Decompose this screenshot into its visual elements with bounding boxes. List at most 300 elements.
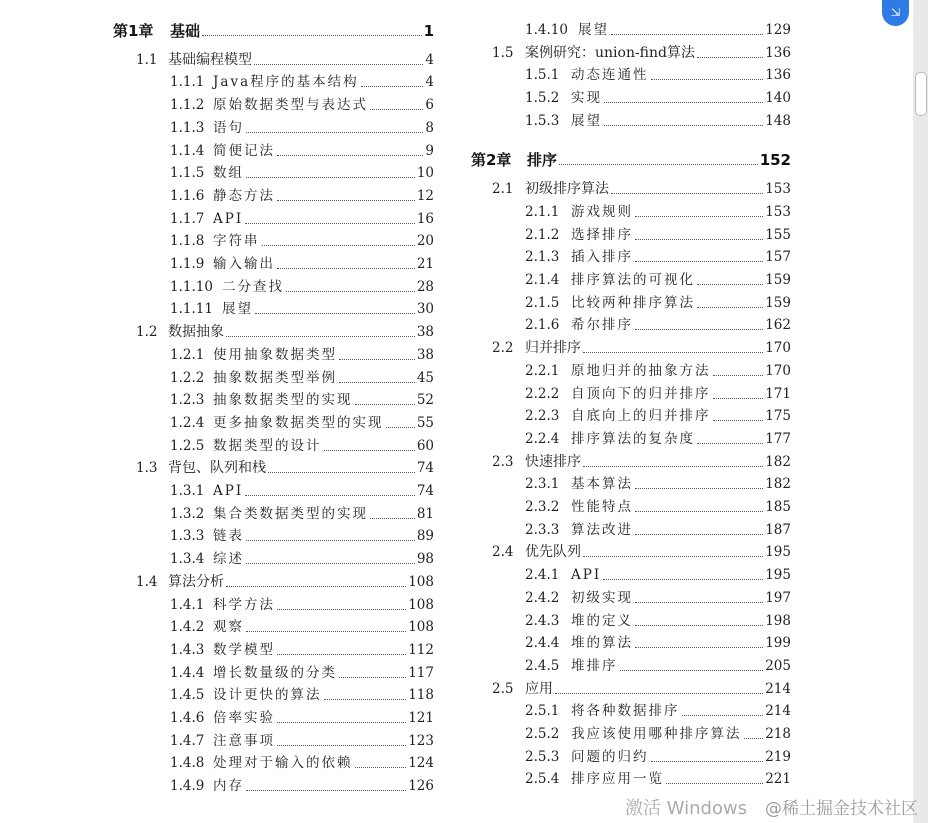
toc-entry-page: 126 <box>408 778 434 795</box>
toc-entry-page: 170 <box>765 340 791 357</box>
toc-entry-page: 81 <box>416 505 434 522</box>
dot-leader <box>245 223 415 224</box>
toc-entry-number: 1.4.4 <box>170 664 205 681</box>
toc-entry[interactable] <box>170 208 434 230</box>
toc-entry-page: 10 <box>416 165 434 182</box>
toc-entry[interactable] <box>170 525 434 547</box>
toc-entry-title: API <box>571 567 602 584</box>
toc-entry[interactable] <box>525 496 791 518</box>
toc-entry-number: 1.4.1 <box>170 596 205 613</box>
toc-entry-title: 堆排序 <box>571 657 618 674</box>
toc-entry[interactable] <box>525 428 791 450</box>
toc-entry-number: 1.4.10 <box>525 22 568 38</box>
toc-entry[interactable] <box>170 639 434 661</box>
toc-entry-number: 1.1.11 <box>170 301 213 318</box>
dot-leader <box>635 511 763 512</box>
toc-entry-title: 基础 <box>170 22 201 40</box>
dot-leader <box>277 722 406 723</box>
dot-leader <box>583 466 763 467</box>
toc-entry[interactable] <box>525 383 791 405</box>
toc-entry-title: 排序算法的可视化 <box>571 272 695 288</box>
floating-tool-button[interactable] <box>882 0 909 26</box>
toc-entry[interactable] <box>525 269 791 291</box>
toc-entry[interactable] <box>492 541 791 563</box>
toc-entry-title: 科学方法 <box>213 596 275 613</box>
toc-entry-number: 2.5 <box>492 680 514 697</box>
toc-entry-number: 1.1.3 <box>170 119 205 136</box>
toc-entry-number: 2.1.2 <box>525 226 560 243</box>
toc-entry-number: 1.2.5 <box>170 437 205 454</box>
toc-entry[interactable] <box>170 662 434 684</box>
toc-entry-page: 205 <box>765 657 791 674</box>
toc-entry[interactable] <box>492 337 791 359</box>
toc-entry-number: 第1章 <box>113 22 154 40</box>
toc-entry-number: 1.2.2 <box>170 369 205 386</box>
toc-entry-number: 2.2 <box>492 340 514 357</box>
watermark-site: @稀土掘金技术社区 <box>765 799 918 819</box>
toc-entry-title: 简便记法 <box>213 142 275 159</box>
toc-entry[interactable] <box>525 19 791 41</box>
dot-leader <box>603 579 763 580</box>
toc-entry-page: 136 <box>765 67 791 84</box>
toc-entry-title: 自底向上的归并排序 <box>571 408 711 425</box>
toc-entry-number: 1.3.3 <box>170 528 205 545</box>
toc-entry[interactable] <box>525 519 791 541</box>
toc-entry-number: 2.1.4 <box>525 272 560 288</box>
toc-entry-title: 排序 <box>527 150 558 169</box>
toc-entry-number: 1.1.1 <box>170 74 205 91</box>
dot-leader <box>611 193 763 194</box>
toc-entry-title: 增长数量级的分类 <box>213 664 337 681</box>
toc-entry-title: 输入输出 <box>213 256 275 272</box>
dot-leader <box>277 200 415 201</box>
toc-entry[interactable] <box>471 149 791 171</box>
toc-entry[interactable] <box>525 473 791 495</box>
toc-entry[interactable] <box>170 276 434 298</box>
toc-entry-title: 数组 <box>213 165 244 182</box>
toc-entry-page: 152 <box>759 150 791 169</box>
toc-entry-title: 希尔排序 <box>571 317 633 334</box>
toc-entry[interactable] <box>492 178 791 200</box>
toc-entry-page: 218 <box>765 726 791 742</box>
dot-leader <box>713 420 764 421</box>
dot-leader <box>277 745 406 746</box>
toc-entry[interactable] <box>525 768 791 790</box>
dot-leader <box>355 767 407 768</box>
toc-entry[interactable] <box>170 412 434 434</box>
toc-entry[interactable] <box>170 140 434 162</box>
vertical-scrollbar[interactable] <box>913 0 928 823</box>
toc-entry-page: 30 <box>416 301 434 318</box>
toc-entry-number: 2.2.2 <box>525 385 560 402</box>
dot-leader <box>262 245 415 246</box>
toc-entry-page: 108 <box>408 573 434 590</box>
toc-entry-title: 更多抽象数据类型的实现 <box>213 414 384 431</box>
activate-windows-watermark: 激活 Windows <box>625 798 748 819</box>
toc-entry-page: 108 <box>408 596 434 613</box>
toc-entry-page: 177 <box>765 430 791 447</box>
toc-entry[interactable] <box>492 42 791 64</box>
toc-entry-page: 55 <box>416 414 434 431</box>
toc-entry-number: 第2章 <box>471 150 512 169</box>
toc-entry[interactable] <box>492 451 791 473</box>
toc-entry[interactable] <box>170 185 434 207</box>
toc-entry-page: 155 <box>765 226 791 243</box>
toc-entry-page: 123 <box>408 732 434 749</box>
toc-entry-title: 综述 <box>213 551 244 568</box>
dot-leader <box>246 631 406 632</box>
toc-entry-page: 60 <box>416 437 434 454</box>
toc-entry-page: 118 <box>408 687 434 704</box>
toc-entry-title: 处理对于输入的依赖 <box>213 755 353 772</box>
toc-entry-number: 1.4.6 <box>170 710 205 726</box>
toc-entry-title: 归并排序 <box>525 340 581 357</box>
toc-entry-number: 1.2.3 <box>170 392 205 409</box>
toc-entry-title: 抽象数据类型的实现 <box>213 392 353 409</box>
dot-leader <box>254 64 423 65</box>
toc-entry[interactable] <box>170 616 434 638</box>
toc-entry[interactable] <box>170 253 434 275</box>
toc-entry-number: 2.3 <box>492 453 514 470</box>
toc-entry-number: 2.1.5 <box>525 294 560 311</box>
dot-leader <box>635 647 763 648</box>
toc-entry-page: 182 <box>765 476 791 493</box>
toc-entry-number: 1.1.7 <box>170 210 205 227</box>
toc-entry[interactable] <box>170 94 434 116</box>
toc-entry-page: 98 <box>416 551 434 568</box>
toc-entry-title: 算法改进 <box>571 521 633 538</box>
toc-entry-title: 注意事项 <box>213 732 275 749</box>
dot-leader <box>635 329 763 330</box>
toc-entry[interactable] <box>170 503 434 525</box>
toc-entry-number: 1.1.8 <box>170 233 205 250</box>
toc-entry[interactable] <box>525 292 791 314</box>
toc-entry-title: 原地归并的抽象方法 <box>571 362 711 379</box>
toc-entry-page: 214 <box>765 680 791 697</box>
toc-entry-title: 算法分析 <box>168 573 224 590</box>
toc-entry-title: 排序应用一览 <box>571 771 664 788</box>
toc-entry-title: 内存 <box>213 778 244 795</box>
toc-entry-page: 74 <box>416 483 434 499</box>
dot-leader <box>635 261 763 262</box>
dot-leader <box>245 495 415 496</box>
toc-entry-page: 52 <box>416 392 434 409</box>
dot-leader <box>635 534 763 535</box>
dot-leader <box>361 86 424 87</box>
toc-entry-title: 选择排序 <box>571 226 633 243</box>
toc-entry-title: 将各种数据排序 <box>571 703 680 720</box>
toc-entry-number: 1.1.4 <box>170 142 205 159</box>
toc-entry-title: API <box>213 210 244 227</box>
toc-entry-page: 28 <box>416 278 434 295</box>
toc-entry[interactable] <box>525 746 791 768</box>
toc-entry-title: 排序算法的复杂度 <box>571 430 695 447</box>
dot-leader <box>255 313 415 314</box>
toc-entry[interactable] <box>525 700 791 722</box>
toc-entry[interactable] <box>525 64 791 86</box>
toc-entry-title: 倍率实验 <box>213 710 275 726</box>
toc-entry-title: 堆的算法 <box>571 635 633 652</box>
dot-leader <box>651 761 764 762</box>
toc-entry-number: 2.1.3 <box>525 249 560 266</box>
toc-entry[interactable] <box>170 707 434 729</box>
dot-leader <box>666 783 763 784</box>
toc-entry[interactable] <box>492 678 791 700</box>
toc-entry-number: 1.5.3 <box>525 112 560 129</box>
toc-entry[interactable] <box>170 389 434 411</box>
toc-entry-title: 案例研究：union-find算法 <box>525 44 696 61</box>
toc-entry-page: 12 <box>416 187 434 204</box>
toc-entry-title: 数学模型 <box>213 641 275 658</box>
dot-leader <box>324 699 407 700</box>
toc-entry-number: 2.5.2 <box>525 726 560 742</box>
dot-leader <box>339 677 406 678</box>
toc-entry-page: 38 <box>416 346 434 363</box>
dot-leader <box>370 518 415 519</box>
dot-leader <box>635 488 763 489</box>
toc-entry[interactable] <box>525 564 791 586</box>
dot-leader <box>713 375 764 376</box>
dot-leader <box>682 715 764 716</box>
dot-leader <box>355 404 415 405</box>
toc-entry-number: 2.4.2 <box>525 589 560 606</box>
toc-entry-title: 应用 <box>525 680 553 697</box>
toc-entry-title: 使用抽象数据类型 <box>213 346 337 363</box>
toc-entry[interactable] <box>525 723 791 745</box>
toc-entry-number: 1.3.2 <box>170 505 205 522</box>
toc-entry-title: 观察 <box>213 619 244 636</box>
toc-entry-title: 语句 <box>213 119 244 136</box>
dot-leader <box>697 57 763 58</box>
toc-entry-page: 171 <box>765 385 791 402</box>
toc-entry[interactable] <box>525 360 791 382</box>
toc-entry-page: 195 <box>765 567 791 584</box>
toc-entry-number: 2.4.4 <box>525 635 560 652</box>
toc-entry-page: 108 <box>408 619 434 636</box>
toc-entry-number: 1.2.1 <box>170 346 205 363</box>
toc-entry-page: 1 <box>423 22 434 40</box>
toc-entry-page: 198 <box>765 612 791 629</box>
dot-leader <box>744 738 764 739</box>
toc-entry-page: 187 <box>765 521 791 538</box>
toc-entry-page: 148 <box>765 112 791 129</box>
toc-entry-title: 原始数据类型与表达式 <box>213 97 368 114</box>
toc-entry-page: 170 <box>765 362 791 379</box>
toc-entry[interactable] <box>170 730 434 752</box>
toc-entry-title: 数据类型的设计 <box>213 437 322 454</box>
toc-entry-number: 1.4.7 <box>170 732 205 749</box>
toc-entry-number: 2.4.3 <box>525 612 560 629</box>
toc-entry-number: 1.4 <box>136 573 158 590</box>
toc-entry-number: 2.1 <box>492 181 514 198</box>
toc-entry-number: 2.5.1 <box>525 703 560 720</box>
toc-entry-title: 展望 <box>222 301 253 318</box>
toc-entry-title: 插入排序 <box>571 249 633 266</box>
toc-entry-title: 数据抽象 <box>168 324 224 341</box>
dot-leader <box>202 35 422 36</box>
toc-entry-number: 1.4.5 <box>170 687 205 704</box>
toc-entry-title: 快速排序 <box>525 453 581 470</box>
toc-entry[interactable] <box>113 20 434 42</box>
toc-entry[interactable] <box>525 87 791 109</box>
toc-entry-title: 链表 <box>213 528 244 545</box>
toc-entry-page: 121 <box>408 710 434 726</box>
toc-entry-number: 2.3.3 <box>525 521 560 538</box>
toc-entry-number: 1.4.9 <box>170 778 205 795</box>
dot-leader <box>555 693 763 694</box>
dot-leader <box>697 284 763 285</box>
toc-entry-number: 2.4.5 <box>525 657 560 674</box>
dot-leader <box>635 602 763 603</box>
toc-entry[interactable] <box>525 201 791 223</box>
toc-entry-title: 自顶向下的归并排序 <box>571 385 711 402</box>
toc-entry-page: 197 <box>765 589 791 606</box>
dot-leader <box>246 132 423 133</box>
toc-entry-page: 74 <box>416 460 434 477</box>
toc-entry-number: 2.1.1 <box>525 203 560 220</box>
toc-entry[interactable] <box>136 321 434 343</box>
dot-leader <box>339 382 415 383</box>
toc-entry-number: 1.5 <box>492 44 514 61</box>
toc-entry-number: 2.3.2 <box>525 499 560 515</box>
toc-entry[interactable] <box>525 224 791 246</box>
toc-entry-page: 219 <box>765 748 791 765</box>
dot-leader <box>713 398 764 399</box>
toc-entry[interactable] <box>525 405 791 427</box>
toc-entry[interactable] <box>170 117 434 139</box>
toc-entry-title: 集合类数据类型的实现 <box>213 505 368 522</box>
toc-entry-page: 140 <box>765 90 791 107</box>
toc-entry-page: 9 <box>425 142 434 159</box>
toc-entry-number: 1.5.2 <box>525 90 560 107</box>
dot-leader <box>635 625 763 626</box>
toc-entry-title: 比较两种排序算法 <box>571 294 695 311</box>
toc-entry-page: 4 <box>425 74 434 91</box>
toc-entry-number: 1.1.2 <box>170 97 205 114</box>
toc-entry-number: 2.2.3 <box>525 408 560 425</box>
toc-entry-page: 195 <box>765 544 791 561</box>
toc-entry-number: 1.4.2 <box>170 619 205 636</box>
toc-entry-page: 214 <box>765 703 791 720</box>
toc-entry[interactable] <box>136 49 434 71</box>
toc-entry-page: 45 <box>416 369 434 386</box>
toc-entry[interactable] <box>170 684 434 706</box>
toc-entry-page: 159 <box>765 272 791 288</box>
toc-entry-number: 1.1.5 <box>170 165 205 182</box>
toc-entry[interactable] <box>525 246 791 268</box>
toc-entry-title: 抽象数据类型举例 <box>213 369 337 386</box>
dot-leader <box>386 427 415 428</box>
toc-entry-title: 实现 <box>571 90 602 107</box>
toc-entry[interactable] <box>525 587 791 609</box>
scrollbar-thumb[interactable] <box>915 72 927 116</box>
toc-entry-page: 117 <box>408 664 434 681</box>
dot-leader <box>277 654 406 655</box>
toc-entry[interactable] <box>170 435 434 457</box>
dot-leader <box>635 239 763 240</box>
dot-leader <box>651 79 764 80</box>
toc-entry[interactable] <box>170 162 434 184</box>
dot-leader <box>226 336 415 337</box>
toc-entry-title: Java程序的基本结构 <box>213 74 359 91</box>
toc-entry-title: 初级实现 <box>571 589 633 606</box>
toc-entry-page: 21 <box>416 256 434 272</box>
toc-entry-page: 112 <box>408 641 434 658</box>
toc-entry-number: 2.4 <box>492 544 514 561</box>
toc-entry[interactable] <box>170 752 434 774</box>
toc-entry[interactable] <box>170 230 434 252</box>
toc-entry-number: 2.1.6 <box>525 317 560 334</box>
dot-leader <box>604 102 763 103</box>
toc-entry[interactable] <box>170 344 434 366</box>
toc-entry-number: 2.5.3 <box>525 748 560 765</box>
toc-entry-title: 基础编程模型 <box>168 51 252 68</box>
toc-entry-page: 185 <box>765 499 791 515</box>
toc-entry-number: 1.3.1 <box>170 483 205 499</box>
toc-entry[interactable] <box>525 314 791 336</box>
toc-entry-title: 问题的归约 <box>571 748 649 765</box>
dot-leader <box>611 34 763 35</box>
toc-entry[interactable] <box>170 298 434 320</box>
toc-entry[interactable] <box>170 367 434 389</box>
toc-entry[interactable] <box>136 571 434 593</box>
toc-entry[interactable] <box>525 655 791 677</box>
toc-entry-number: 1.5.1 <box>525 67 560 84</box>
toc-entry[interactable] <box>170 775 434 797</box>
toc-entry-title: 静态方法 <box>213 187 275 204</box>
toc-entry-page: 199 <box>765 635 791 652</box>
toc-entry-number: 1.1.6 <box>170 187 205 204</box>
dot-leader <box>324 450 415 451</box>
toc-entry-number: 1.3 <box>136 460 158 477</box>
toc-entry-title: API <box>213 483 244 499</box>
toc-entry[interactable] <box>525 110 791 132</box>
toc-entry[interactable] <box>170 480 434 502</box>
toc-entry[interactable] <box>170 594 434 616</box>
toc-entry-number: 1.1.10 <box>170 278 213 295</box>
toc-entry-title: 展望 <box>578 22 609 38</box>
toc-entry-title: 动态连通性 <box>571 67 649 84</box>
dot-leader <box>583 556 763 557</box>
toc-entry-number: 1.1.9 <box>170 256 205 272</box>
toc-entry-page: 153 <box>765 203 791 220</box>
toc-entry[interactable] <box>170 548 434 570</box>
toc-entry-number: 1.4.8 <box>170 755 205 772</box>
toc-entry-title: 我应该使用哪种排序算法 <box>571 726 742 742</box>
dot-leader <box>286 291 415 292</box>
toc-entry-number: 1.4.3 <box>170 641 205 658</box>
toc-entry[interactable] <box>525 632 791 654</box>
toc-entry-number: 2.5.4 <box>525 771 560 788</box>
dot-leader <box>268 472 415 473</box>
toc-entry-page: 182 <box>765 453 791 470</box>
toc-entry[interactable] <box>525 610 791 632</box>
dot-leader <box>604 125 763 126</box>
toc-entry-number: 2.2.4 <box>525 430 560 447</box>
toc-entry[interactable] <box>170 71 434 93</box>
toc-entry[interactable] <box>136 457 434 479</box>
toc-entry-title: 基本算法 <box>571 476 633 493</box>
dot-leader <box>246 177 415 178</box>
toc-entry-number: 1.2.4 <box>170 414 205 431</box>
toc-entry-page: 157 <box>765 249 791 266</box>
toc-entry-title: 二分查找 <box>222 278 284 295</box>
toc-entry-page: 221 <box>765 771 791 788</box>
dot-leader <box>620 670 764 671</box>
toc-entry-title: 优先队列 <box>525 544 581 561</box>
toc-entry-title: 初级排序算法 <box>525 181 609 198</box>
toc-entry-page: 89 <box>416 528 434 545</box>
